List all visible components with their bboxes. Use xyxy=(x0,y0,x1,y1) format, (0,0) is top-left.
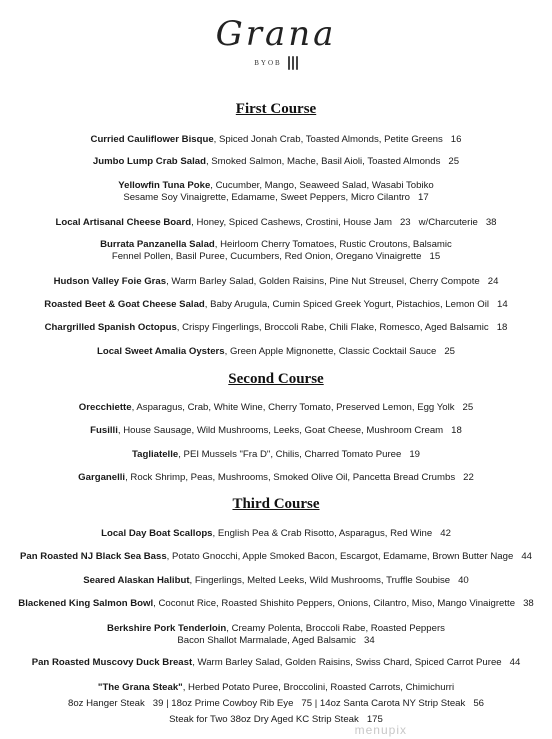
section-title-first-course: First Course xyxy=(235,101,317,117)
menu-item-grana-steak: "The Grana Steak", Herbed Potato Puree, Broccolini, Roasted Carrots, Chimichurri 8oz Hanger Steak 39 | 18oz Prime Cowboy Rib Eye 75 | 14oz Santa Carota NY Strip Steak 56 Steak for Two 38oz Dry Aged KC Strip Steak 175 xyxy=(68,682,484,725)
item-desc: , Spiced Jonah Crab, Toasted Almonds, Petite Greens xyxy=(213,134,443,145)
item-desc: , Smoked Salmon, Mache, Basil Aioli, Toasted Almonds xyxy=(205,156,441,167)
item-name: "The Grana Steak" xyxy=(97,682,183,693)
item-desc: , Creamy Polenta, Broccoli Rabe, Roasted Peppers xyxy=(226,623,445,634)
item-price: 38 xyxy=(523,598,534,609)
item-price: 18 xyxy=(451,425,462,436)
item-price: 44 xyxy=(521,551,532,562)
menu-item-cheese-board xyxy=(0,217,552,229)
item-desc: , PEI Mussels "Fra D", Chilis, Charred Tomato Puree xyxy=(178,449,402,460)
item-price: 14 xyxy=(497,299,508,310)
item-price: 44 xyxy=(509,657,521,668)
item-price: 16 xyxy=(450,134,462,145)
menu-item-day-boat-scallops xyxy=(0,528,552,540)
section-title-third-course: Third Course xyxy=(232,496,320,512)
menu-item-king-salmon-bowl xyxy=(0,598,552,610)
item-name: Blackened King Salmon Bowl xyxy=(18,598,154,609)
item-price: 22 xyxy=(463,472,474,483)
steak-option-price: 75 xyxy=(301,698,313,709)
menu-item-pork-tenderloin xyxy=(0,623,552,647)
menu-item-beet-salad xyxy=(0,299,552,311)
item-desc: , Crispy Fingerlings, Broccoli Rabe, Chili Flake, Romesco, Aged Balsamic xyxy=(176,322,489,333)
item-price: 25 xyxy=(444,346,455,357)
item-desc-line2: Sesame Soy Vinaigrette, Edamame, Sweet Peppers, Micro Cilantro xyxy=(123,192,411,203)
steak-option-price: 175 xyxy=(366,714,383,725)
item-name: Tagliatelle xyxy=(132,449,179,460)
item-desc: , Cucumber, Mango, Seaweed Salad, Wasabi Tobiko xyxy=(210,180,434,191)
item-name: Jumbo Lump Crab Salad xyxy=(92,156,206,167)
item-desc: , Honey, Spiced Cashews, Crostini, House Jam xyxy=(191,217,392,228)
item-name: Local Day Boat Scallops xyxy=(101,528,213,539)
item-price: 17 xyxy=(418,192,429,203)
item-name: Roasted Beet & Goat Cheese Salad xyxy=(44,299,205,310)
menu-item-muscovy-duck xyxy=(0,657,552,669)
steak-option-price: 39 xyxy=(152,698,164,709)
item-price: 18 xyxy=(496,322,508,333)
restaurant-logo xyxy=(0,14,552,70)
item-desc: , Rock Shrimp, Peas, Mushrooms, Smoked Olive Oil, Pancetta Bread Crumbs xyxy=(125,472,456,483)
item-desc-line2: Bacon Shallot Marmalade, Aged Balsamic xyxy=(177,635,356,646)
steak-option-price: 56 xyxy=(473,698,484,709)
menu-item-amalia-oysters xyxy=(0,346,552,358)
item-name: Local Sweet Amalia Oysters xyxy=(96,346,225,357)
item-name: Garganelli xyxy=(78,472,126,483)
item-desc: , English Pea & Crab Risotto, Asparagus, Red Wine xyxy=(212,528,433,539)
steak-option: 18oz Prime Cowboy Rib Eye xyxy=(171,698,294,709)
item-desc-line2: Fennel Pollen, Basil Puree, Cucumbers, Red Onion, Oregano Vinaigrette xyxy=(111,251,422,262)
item-desc: , Heirloom Cherry Tomatoes, Rustic Croutons, Balsamic xyxy=(214,239,452,250)
item-name: Burrata Panzanella Salad xyxy=(100,239,215,250)
item-desc: , Green Apple Mignonette, Classic Cocktail Sauce xyxy=(224,346,437,357)
menu-item-black-sea-bass xyxy=(0,551,552,563)
item-desc: , Asparagus, Crab, White Wine, Cherry Tomato, Preserved Lemon, Egg Yolk xyxy=(131,402,455,413)
item-price: 42 xyxy=(440,528,451,539)
menu-item-garganelli xyxy=(0,472,552,484)
item-desc: , Warm Barley Salad, Golden Raisins, Swiss Chard, Spiced Carrot Puree xyxy=(192,657,502,668)
item-name: Orecchiette xyxy=(78,402,132,413)
item-name: Seared Alaskan Halibut xyxy=(83,575,190,586)
item-price: 23 xyxy=(399,217,411,228)
item-price: 25 xyxy=(448,156,460,167)
item-price: 24 xyxy=(487,276,499,287)
item-desc: , Fingerlings, Melted Leeks, Wild Mushrooms, Truffle Soubise xyxy=(189,575,451,586)
menu-item-alaskan-halibut xyxy=(0,575,552,587)
steak-option: 14oz Santa Carota NY Strip Steak xyxy=(319,698,466,709)
item-price: 34 xyxy=(363,635,375,646)
menu-item-tuna-poke xyxy=(0,180,552,204)
menu-item-cauliflower-bisque xyxy=(0,134,552,146)
item-extra: w/Charcuterie xyxy=(418,217,478,228)
item-price: 15 xyxy=(429,251,441,262)
item-name: Berkshire Pork Tenderloin xyxy=(107,623,227,634)
menu-item-tagliatelle xyxy=(0,449,552,461)
item-desc: , Coconut Rice, Roasted Shishito Peppers, Onions, Cilantro, Miso, Mango Vinaigrette xyxy=(153,598,516,609)
menu-item-foie-gras xyxy=(0,276,552,288)
item-name: Fusilli xyxy=(90,425,118,436)
item-desc: , Baby Arugula, Cumin Spiced Greek Yogurt, Pistachios, Lemon Oil xyxy=(204,299,490,310)
menu-item-spanish-octopus xyxy=(0,322,552,334)
menu-item-fusilli xyxy=(0,425,552,437)
item-desc: , House Sausage, Wild Mushrooms, Leeks, Goat Cheese, Mushroom Cream xyxy=(117,425,444,436)
item-name: Pan Roasted Muscovy Duck Breast xyxy=(31,657,193,668)
steak-option: 8oz Hanger Steak xyxy=(68,698,145,709)
item-name: Pan Roasted NJ Black Sea Bass xyxy=(20,551,167,562)
steak-option: Steak for Two 38oz Dry Aged KC Strip Steak xyxy=(169,714,359,725)
section-title-second-course: Second Course xyxy=(228,371,324,387)
item-name: Curried Cauliflower Bisque xyxy=(90,134,214,145)
item-extra-price: 38 xyxy=(485,217,497,228)
item-price: 40 xyxy=(458,575,469,586)
logo-tagline: BYOB xyxy=(254,59,282,67)
utensils-icon xyxy=(288,56,298,70)
logo-subline xyxy=(0,56,552,70)
item-price: 19 xyxy=(409,449,420,460)
menu-item-burrata-salad xyxy=(0,239,552,263)
watermark: menupix xyxy=(354,723,407,737)
item-name: Yellowfin Tuna Poke xyxy=(118,180,211,191)
menu-item-orecchiette xyxy=(0,402,552,414)
item-desc: , Potato Gnocchi, Apple Smoked Bacon, Escargot, Edamame, Brown Butter Nage xyxy=(166,551,514,562)
item-desc: , Herbed Potato Puree, Broccolini, Roasted Carrots, Chimichurri xyxy=(182,682,455,693)
menu-item-crab-salad xyxy=(0,156,552,168)
item-price: 25 xyxy=(462,402,474,413)
item-desc: , Warm Barley Salad, Golden Raisins, Pine Nut Streusel, Cherry Compote xyxy=(166,276,480,287)
item-name: Chargrilled Spanish Octopus xyxy=(44,322,177,333)
item-name: Hudson Valley Foie Gras xyxy=(53,276,167,287)
item-name: Local Artisanal Cheese Board xyxy=(55,217,192,228)
logo-name: Grana xyxy=(215,14,337,54)
